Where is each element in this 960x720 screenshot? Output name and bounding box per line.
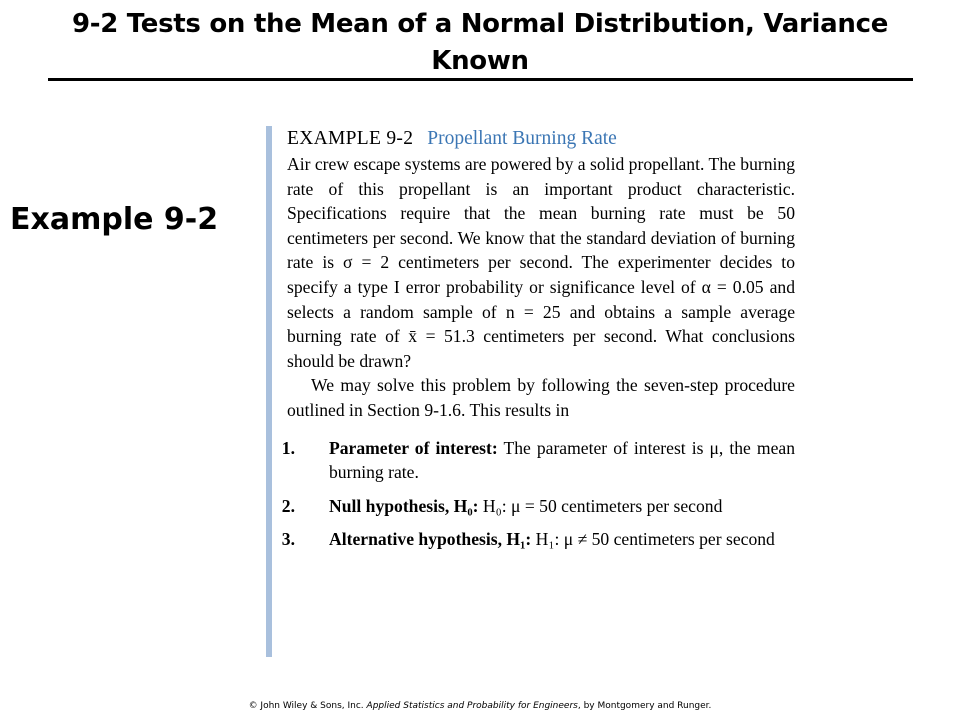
footer-book-title: Applied Statistics and Probability for Engineers — [366, 701, 578, 711]
step-text: The parameter of interest is μ, the mean burning rate. — [329, 437, 795, 483]
footer-copyright: © John Wiley & Sons, Inc. — [248, 701, 364, 711]
slide-title-line-1: 9-2 Tests on the Mean of a Normal Distribution, Variance — [71, 9, 889, 39]
example-heading — [287, 126, 795, 152]
step-item — [281, 436, 795, 485]
step-number: 3. — [281, 529, 295, 550]
step-number: 2. — [281, 495, 295, 516]
step-number: 1. — [281, 437, 295, 458]
footer-authors: , by Montgomery and Runger. — [577, 701, 712, 711]
step-list — [281, 436, 795, 552]
problem-statement: Air crew escape systems are powered by a solid propellant. The burning rate of this propellant is an important product characteristic. Specifications require that the mean burning rate must be 50 centimeters per second. We know that the standard deviation of burning rate is σ = 2 centimeters per second. The experimenter decides to specify a type I error probability or significance level of α = 0.05 and selects a random sample of n = 25 and obtains a sample average burning rate of x̄ = 51.3 centimeters per second. What conclusions should be drawn? — [287, 154, 795, 371]
textbook-excerpt — [281, 126, 795, 561]
step-item — [281, 494, 795, 519]
example-number: EXAMPLE 9-2 — [287, 128, 414, 149]
step-label: Alternative hypothesis, H₁: — [329, 529, 532, 550]
step-label: Null hypothesis, H₀: — [329, 495, 479, 516]
step-text: H₁: μ ≠ 50 centimeters per second — [535, 529, 775, 550]
sidebar-accent-bar — [266, 126, 272, 657]
copyright-footer — [0, 700, 960, 712]
example-title: Propellant Burning Rate — [427, 128, 617, 149]
step-item — [281, 527, 795, 552]
step-label: Parameter of interest: — [329, 437, 498, 458]
example-label: Example 9-2 — [10, 202, 219, 237]
title-underline — [48, 78, 913, 81]
step-text: H₀: μ = 50 centimeters per second — [482, 495, 723, 516]
slide-title — [48, 6, 912, 80]
slide-title-line-2: Known — [431, 46, 529, 76]
procedure-intro: We may solve this problem by following the seven-step procedure outlined in Section 9-1.6. This results in — [287, 375, 795, 420]
